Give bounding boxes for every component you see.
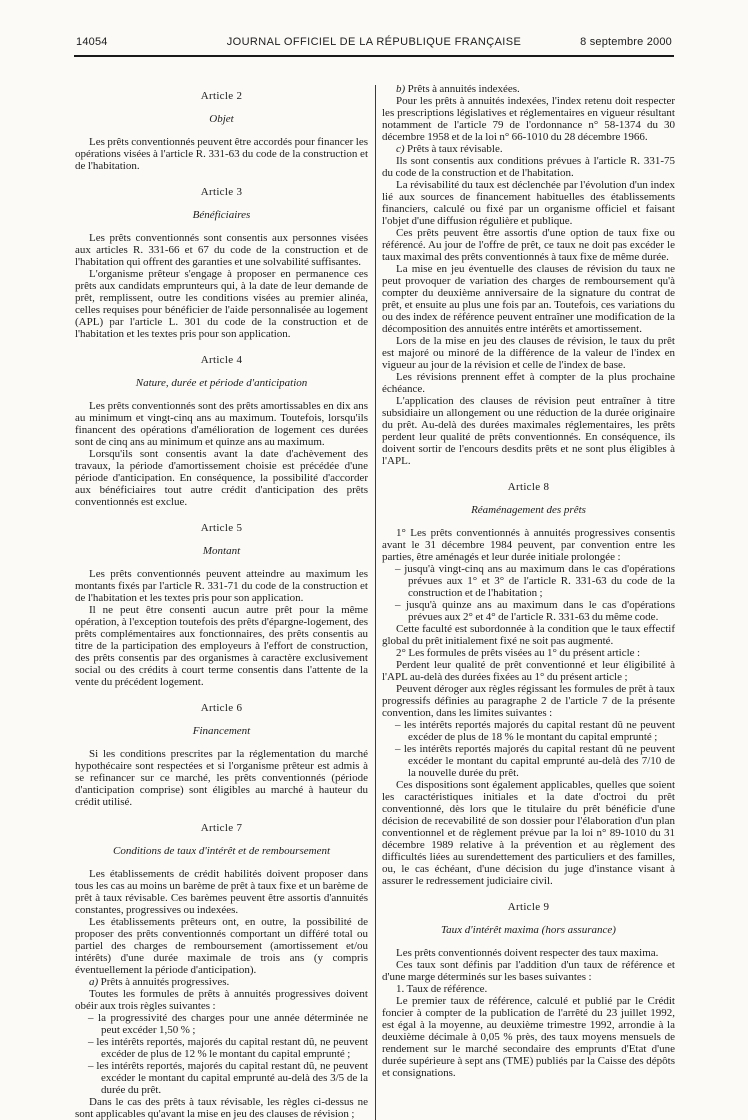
article-heading: Article 6 <box>200 702 243 714</box>
paragraph: Perdent leur qualité de prêt conventionné et leur éligibilité à l'APL au-delà des durées fixées au 1° du présent article ; <box>382 659 675 683</box>
article-heading: Article 5 <box>200 522 243 534</box>
paragraph: Les révisions prennent effet à compter de la plus prochaine échéance. <box>382 371 675 395</box>
paragraph: Les établissements prêteurs ont, en outre, la possibilité de proposer des prêts conventionnés comportant un différé total ou partiel des charges de remboursement (amortissement et/ou intérêts) d'une durée maximale de trois ans (y compris éventuellement la période d'anticipation). <box>75 916 368 976</box>
list-item: – la progressivité des charges pour une année déterminée ne peut excéder 1,50 % ; <box>88 1012 368 1036</box>
page-body <box>0 57 748 1120</box>
paragraph: Peuvent déroger aux règles régissant les formules de prêt à taux progressifs définies au paragraphe 2 de l'article 7 de la présente convention, dans les limites suivantes : <box>382 683 675 719</box>
article-title: Montant <box>202 545 241 557</box>
issue-date: 8 septembre 2000 <box>580 36 672 48</box>
paragraph: Ils sont consentis aux conditions prévues à l'article R. 331-75 du code de la construction et de l'habitation. <box>382 155 675 179</box>
article-title: Taux d'intérêt maxima (hors assurance) <box>441 924 616 936</box>
lettered-paragraph: c) Prêts à taux révisable. <box>396 143 503 155</box>
paragraph: Les prêts conventionnés sont des prêts amortissables en dix ans au minimum et vingt-cinq ans au maximum. Toutefois, lorsqu'ils financent des opérations d'amélioration de logement ces durées sont de cinq ans au minimum et quinze ans au maximum. <box>75 400 368 448</box>
paragraph: Les établissements de crédit habilités doivent proposer dans tous les cas au moins un barème de prêt à taux fixe et un barème de prêt à taux révisable. Ces barèmes peuvent être assortis d'annuités constantes, progressives ou indexées. <box>75 868 368 916</box>
paragraph: Ces prêts peuvent être assortis d'une option de taux fixe ou référencé. Au jour de l'offre de prêt, ce taux ne doit pas excéder le taux maximal des prêts conventionnés à taux fixe de même durée. <box>382 227 675 263</box>
column-divider <box>375 85 376 1120</box>
list-item: – jusqu'à quinze ans au maximum dans le cas d'opérations prévues aux 2° et 4° de l'article R. 331-63 du même code. <box>395 599 675 623</box>
article-heading: Article 8 <box>507 481 550 493</box>
article-title: Objet <box>209 113 234 125</box>
paragraph: Les prêts conventionnés sont consentis aux personnes visées aux articles R. 331-66 et 67 du code de la construction et de l'habitation qui offrent des garanties et une solvabilité suffisantes. <box>75 232 368 268</box>
paragraph: Pour les prêts à annuités indexées, l'index retenu doit respecter les prescriptions législatives et réglementaires en vigueur résultant notamment de l'article 79 de l'ordonnance n° 58-1374 du 30 décembre 1958 et de la loi n° 66-1010 du 28 décembre 1966. <box>382 95 675 143</box>
paragraph: La révisabilité du taux est déclenchée par l'évolution d'un index lié aux sources de financement habituelles des établissements financiers, calculé ou fixé par un organisme officiel et faisant l'objet d'une diffusion régulière et publique. <box>382 179 675 227</box>
paragraph: Les prêts conventionnés doivent respecter des taux maxima. <box>396 947 659 959</box>
paragraph: Ces dispositions sont également applicables, quelles que soient les caractéristiques initiales et la date d'octroi du prêt conventionné, dès lors que le titulaire du prêt bénéficie d'une décision de recevabilité de son dossier pour l'élaboration d'un plan conventionnel et de règlement prévue par la loi n° 89-1010 du 31 décembre 1989 relative à la prévention et au règlement des difficultés liées au surendettement des particuliers et des familles, ou, le cas échéant, d'une décision du juge d'instance visant à assurer le redressement judiciaire civil. <box>382 779 675 887</box>
article-title: Réaménagement des prêts <box>471 504 586 516</box>
list-item: – les intérêts reportés majorés du capital restant dû ne peuvent excéder le montant du capital emprunté au-delà des 7/10 de la nouvelle durée du prêt. <box>395 743 675 779</box>
paragraph: Cette faculté est subordonnée à la condition que le taux effectif global du prêt initialement fixé ne soit pas augmenté. <box>382 623 675 647</box>
paragraph: 1. Taux de référence. <box>396 983 488 995</box>
paragraph: La mise en jeu éventuelle des clauses de révision du taux ne peut provoquer de variation des charges de remboursement qu'à compter du deuxième anniversaire de la signature du contrat de prêt, et ensuite au plus une fois par an. Toutefois, ces variations du ou des index de référence peuvent entraîner une modification de la décomposition des annuités entre intérêts et amortissement. <box>382 263 675 335</box>
paragraph: Ces taux sont définis par l'addition d'un taux de référence et d'une marge déterminés sur les bases suivantes : <box>382 959 675 983</box>
paragraph: L'application des clauses de révision peut entraîner à titre subsidiaire un allongement ou une réduction de la durée originaire du prêt. Au-delà des durées maximales réglementaires, les prêts perdent leur qualité de prêts conventionnés. En conséquence, ils doivent sortir de l'encours desdits prêts et ne sont plus éligibles à l'APL. <box>382 395 675 467</box>
article-heading: Article 3 <box>200 186 243 198</box>
article-heading: Article 7 <box>200 822 243 834</box>
page-number: 14054 <box>76 36 108 48</box>
paragraph: Lors de la mise en jeu des clauses de révision, le taux du prêt est majoré ou minoré de la différence de la valeur de l'index en vigueur au jour de la révision et celle de l'index de base. <box>382 335 675 371</box>
paragraph: 2° Les formules de prêts visées au 1° du présent article : <box>396 647 641 659</box>
article-heading: Article 9 <box>507 901 550 913</box>
paragraph: Il ne peut être consenti aucun autre prêt pour la même opération, à l'exception toutefois des prêts d'épargne-logement, des prêts complémentaires aux fonctionnaires, des prêts consentis au titre de la participation des employeurs à l'effort de construction, des prêts consentis par des organismes à caractère exclusivement social ou des crédits à court terme consentis dans l'attente de la vente du précédent logement. <box>75 604 368 688</box>
paragraph: Toutes les formules de prêts à annuités progressives doivent obéir aux trois règles suivantes : <box>75 988 368 1012</box>
article-title: Conditions de taux d'intérêt et de remboursement <box>112 845 331 857</box>
paragraph-marker: a) <box>89 976 99 988</box>
paragraph: Les prêts conventionnés peuvent être accordés pour financer les opérations visées à l'article R. 331-63 du code de la construction et de l'habitation. <box>75 136 368 172</box>
lettered-paragraph: a) Prêts à annuités progressives. <box>89 976 230 988</box>
paragraph: Si les conditions prescrites par la réglementation du marché hypothécaire sont respectées et si l'organisme prêteur est admis à se refinancer sur ce marché, les prêts conventionnés (période d'anticipation comprise) sont éligibles au marché à hauteur du crédit utilisé. <box>75 748 368 808</box>
article-heading: Article 2 <box>200 90 243 102</box>
list-item: – les intérêts reportés majorés du capital restant dû ne peuvent excéder de plus de 18 % le montant du capital emprunté ; <box>395 719 675 743</box>
paragraph: 1° Les prêts conventionnés à annuités progressives consentis avant le 31 décembre 1984 peuvent, par convention entre les parties, être aménagés et leur durée initiale prolongée : <box>382 527 675 563</box>
paragraph: Le premier taux de référence, calculé et publié par le Crédit foncier à compter de la publication de l'arrêté du 23 juillet 1992, est égal à la moyenne, au deuxième trimestre 1992, arrondie à la deuxième décimale à 0,05 % près, des taux moyens mensuels de rendement sur le marché secondaire des emprunts d'Etat d'une durée supérieure à sept ans (TME) publiés par la Caisse des dépôts et consignations. <box>382 995 675 1079</box>
paragraph: Dans le cas des prêts à taux révisable, les règles ci-dessus ne sont applicables qu'avant la mise en jeu des clauses de révision ; <box>75 1096 368 1120</box>
page-header <box>0 0 748 48</box>
paragraph: Les prêts conventionnés peuvent atteindre au maximum les montants fixés par l'article R. 331-71 du code de la construction et de l'habitation et les textes pris pour son application. <box>75 568 368 604</box>
lettered-paragraph: b) Prêts à annuités indexées. <box>396 83 520 95</box>
list-item: – les intérêts reportés, majorés du capital restant dû, ne peuvent excéder de plus de 12 % le montant du capital emprunté ; <box>88 1036 368 1060</box>
list-item: – jusqu'à vingt-cinq ans au maximum dans le cas d'opérations prévues aux 1° et 3° de l'article R. 331-63 du code de la construction et de l'habitation ; <box>395 563 675 599</box>
article-title: Bénéficiaires <box>192 209 251 221</box>
list-item: – les intérêts reportés, majorés du capital restant dû, ne peuvent excéder le montant du capital emprunté au-delà des 3/5 de la durée du prêt. <box>88 1060 368 1096</box>
paragraph: L'organisme prêteur s'engage à proposer en permanence ces prêts aux candidats emprunteurs qui, à la date de leur demande de prêt, remplissent, outre les conditions visées au premier alinéa, celles requises pour bénéficier de l'aide personnalisée au logement (APL) par l'article L. 301 du code de la construction et de l'habitation et les textes pris pour son application. <box>75 268 368 340</box>
right-column <box>382 83 675 1120</box>
paragraph: Lorsqu'ils sont consentis avant la date d'achèvement des travaux, la période d'amortissement choisie est précédée d'une période d'anticipation. En conséquence, la possibilité d'accorder aux bénéficiaires tout autre crédit d'anticipation des prêts conventionnés est exclue. <box>75 448 368 508</box>
article-title: Nature, durée et période d'anticipation <box>135 377 308 389</box>
left-column <box>75 83 368 1120</box>
paragraph-marker: b) <box>396 83 406 95</box>
article-heading: Article 4 <box>200 354 243 366</box>
article-title: Financement <box>192 725 251 737</box>
paragraph-marker: c) <box>396 143 405 155</box>
journal-title: JOURNAL OFFICIEL DE LA RÉPUBLIQUE FRANÇAISE <box>226 36 522 48</box>
